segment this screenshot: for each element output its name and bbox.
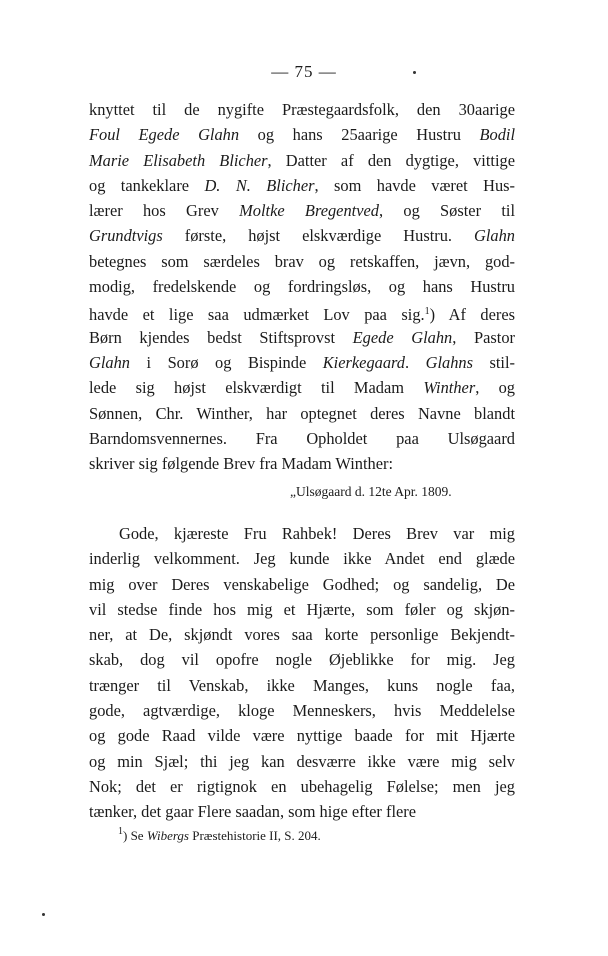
text-line	[89, 375, 515, 400]
emphasized-name: Bodil	[479, 125, 515, 145]
line-text: Børn kjendes bedst Stiftsprovst	[89, 327, 353, 347]
line-text: lede sig højst elskværdigt til Madam	[89, 378, 424, 398]
line-text: inderlig velkomment. Jeg kunde ikke Andet end glæde	[89, 549, 515, 569]
footnote-emph: Wibergs	[146, 828, 189, 843]
line-text: , Datter af den dygtige, vittige	[267, 150, 515, 170]
text-line	[89, 299, 515, 324]
text-line	[89, 274, 515, 299]
line-text: gode, agtværdige, kloge Menneskers, hvis Meddelelse	[89, 701, 515, 721]
line-text: skriver sig følgende Brev fra Madam Winther:	[89, 454, 393, 474]
text-line	[89, 521, 515, 546]
text-line	[89, 647, 515, 672]
line-text: ) Af deres	[429, 305, 515, 325]
text-line	[89, 622, 515, 647]
text-line	[89, 350, 515, 375]
line-text: tænker, det gaar Flere saadan, som hige efter flere	[89, 802, 417, 822]
paragraph-1	[89, 97, 515, 476]
line-text: og min Sjæl; thi jeg kan desværre ikke være mig selv	[89, 751, 515, 771]
text-line	[89, 198, 515, 223]
line-text: skab, dog vil opofre nogle Øjeblikke for mig. Jeg	[89, 650, 515, 670]
line-text: modig, fredelskende og fordringsløs, og hans Hustru	[89, 277, 515, 297]
footnote-prefix: ) Se	[123, 828, 147, 843]
text-line	[89, 401, 515, 426]
text-line	[89, 249, 515, 274]
text-line	[89, 673, 515, 698]
line-text: .	[405, 352, 426, 372]
text-line	[89, 572, 515, 597]
line-text: trænger til Venskab, ikke Manges, kuns nogle faa,	[89, 675, 515, 695]
line-text: i Sorø og Bispinde	[129, 352, 323, 372]
text-line	[89, 546, 515, 571]
text-line	[89, 749, 515, 774]
line-text: havde et lige saa udmærket Lov paa sig.	[89, 305, 425, 325]
text-line	[89, 426, 515, 451]
emphasized-name: Grundtvigs	[89, 226, 163, 246]
line-text: , og	[475, 378, 516, 398]
line-text: mig over Deres venskabelige Godhed; og sandelig, De	[89, 574, 515, 594]
line-text: og hans 25aarige Hustru	[239, 125, 480, 145]
emphasized-name: Glahns	[425, 352, 473, 372]
emphasized-name: D. N. Blicher	[204, 175, 315, 195]
line-text: første, højst elskværdige Hustru.	[162, 226, 475, 246]
text-line	[89, 122, 515, 147]
emphasized-name: Moltke Bregentved	[239, 201, 379, 221]
emphasized-name: Egede Glahn	[352, 327, 453, 347]
line-text: vil stedse finde hos mig et Hjærte, som føler og skjøn-	[89, 599, 515, 619]
line-text: og tankeklare	[89, 175, 205, 195]
emphasized-name: Winther	[423, 378, 476, 398]
line-text: betegnes som særdeles brav og retskaffen, jævn, god-	[89, 251, 515, 271]
text-line	[89, 173, 515, 198]
line-text: Sønnen, Chr. Winther, har optegnet deres Navne blandt	[89, 403, 515, 423]
line-text: , og Søster til	[378, 201, 515, 221]
text-line	[89, 774, 515, 799]
line-text: stil-	[472, 352, 515, 372]
line-text: og gode Raad vilde være nyttige baade for mit Hjærte	[89, 726, 515, 746]
emphasized-name: Marie Elisabeth Blicher	[89, 150, 268, 170]
text-line	[89, 148, 515, 173]
print-speck	[42, 913, 45, 916]
text-line	[89, 698, 515, 723]
text-line	[89, 723, 515, 748]
page-number: — 75 —	[271, 62, 337, 81]
footnote-marker: 1	[118, 826, 123, 837]
emphasized-name: Kierkegaard	[322, 352, 405, 372]
print-speck	[413, 71, 416, 74]
text-line	[89, 97, 515, 122]
line-text: Nok; det er rigtignok en ubehagelig Følelse; men jeg	[89, 776, 515, 796]
text-line	[89, 799, 515, 824]
footnote-rest: Præstehistorie II, S. 204.	[188, 828, 321, 843]
emphasized-name: Foul Egede Glahn	[89, 125, 240, 145]
text-line	[89, 223, 515, 248]
line-text: Gode, kjæreste Fru Rahbek! Deres Brev var mig	[119, 524, 515, 543]
emphasized-name: Glahn	[89, 352, 130, 372]
text-line	[89, 597, 515, 622]
emphasized-name: Glahn	[474, 226, 515, 246]
line-text: Barndomsvennernes. Fra Opholdet paa Ulsøgaard	[89, 428, 515, 448]
line-text: lærer hos Grev	[89, 201, 240, 221]
text-line	[89, 451, 515, 476]
line-text: , Pastor	[452, 327, 515, 347]
line-text: , som havde været Hus-	[314, 175, 516, 195]
text-line	[89, 325, 515, 350]
footnote	[118, 826, 321, 844]
footnote-ref: 1	[424, 306, 430, 318]
line-text: knyttet til de nygifte Præstegaardsfolk, den 30aarige	[89, 100, 515, 119]
letter-dateline: „Ulsøgaard d. 12te Apr. 1809.	[290, 484, 452, 499]
line-text: ner, at De, skjøndt vores saa korte personlige Bekjendt-	[89, 625, 515, 645]
paragraph-2-letter	[89, 521, 515, 825]
